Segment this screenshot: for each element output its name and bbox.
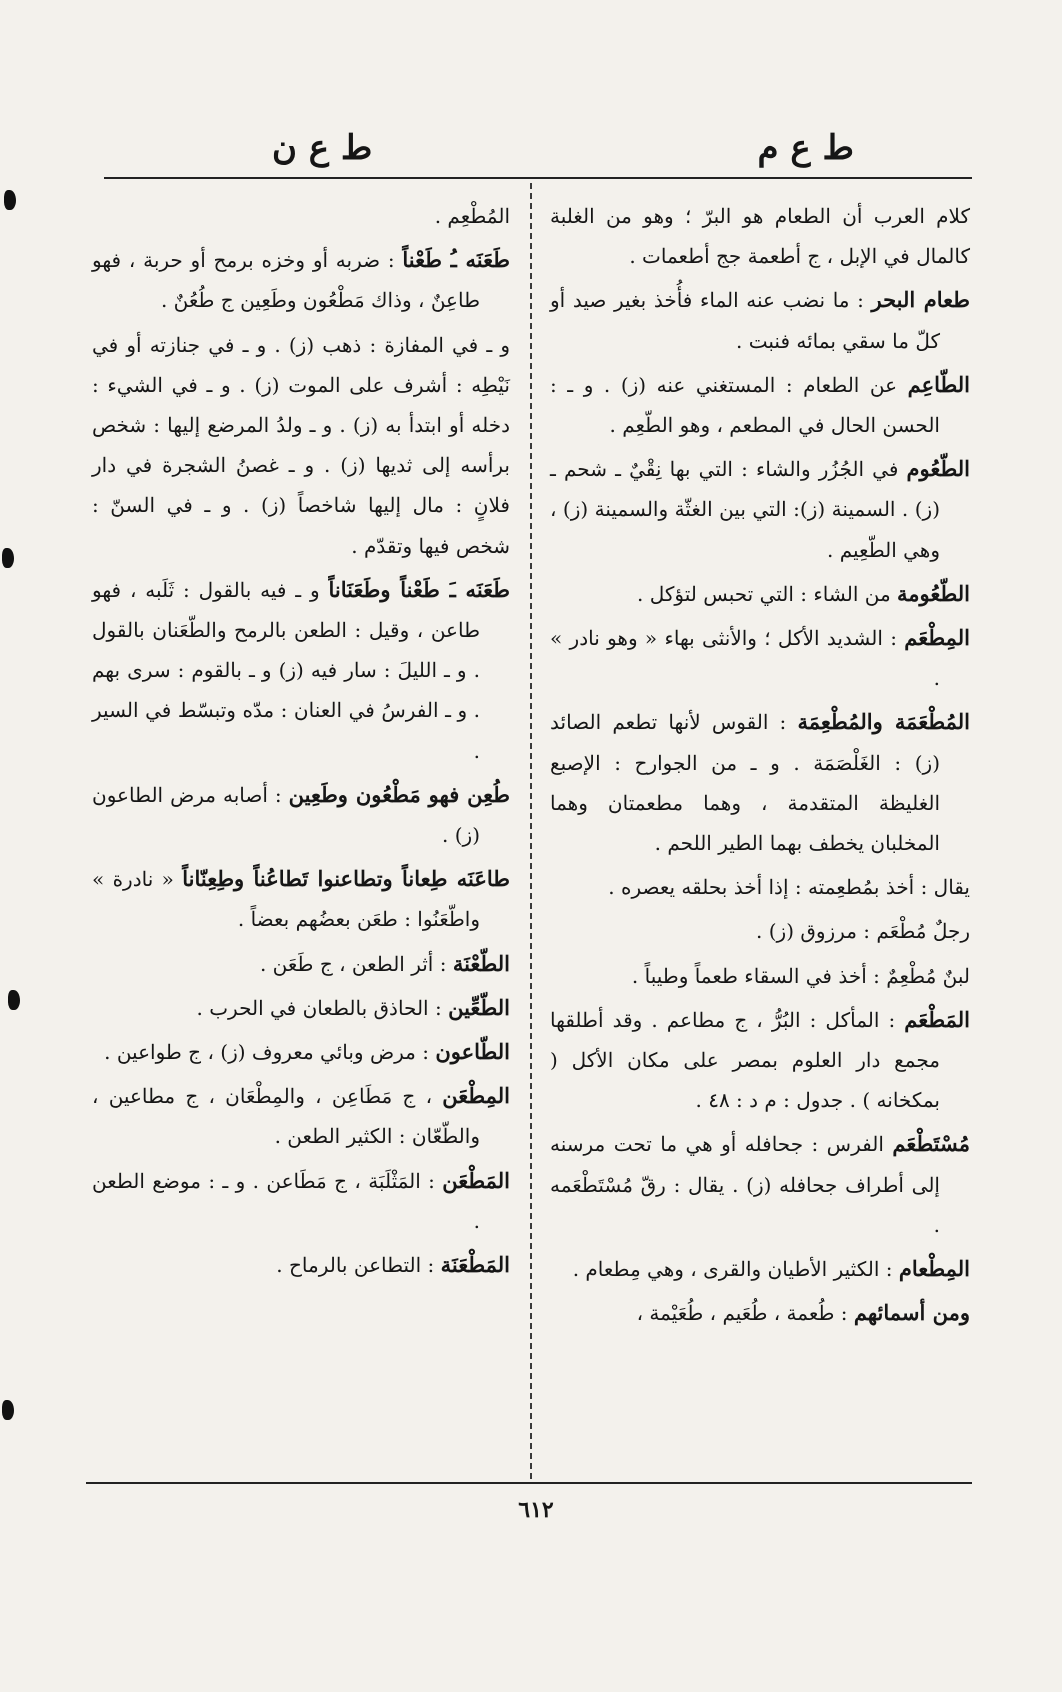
entry-definition: : الكثير الأطيان والقرى ، وهي مِطعام . xyxy=(572,1257,893,1282)
entry-definition: يقال : أخذ بمُطعِمته : إذا أخذ بحلقه يعصره . xyxy=(608,875,970,900)
entry-definition: من الشاء : التي تحبس لتؤكل . xyxy=(637,581,891,606)
right-column xyxy=(550,196,970,1337)
dictionary-entry xyxy=(550,365,970,445)
dictionary-entry xyxy=(550,618,970,698)
dictionary-entry xyxy=(92,944,510,984)
dictionary-entry xyxy=(550,1249,970,1289)
entry-headword: طعام البحر xyxy=(871,287,970,313)
dictionary-entry xyxy=(92,988,510,1028)
dictionary-entry xyxy=(92,240,510,320)
entry-headword: ومن أسمائهم xyxy=(853,1300,970,1326)
entry-headword: الطّعْنَة xyxy=(452,950,510,976)
entry-definition: لبنٌ مُطْعِمٌ : أخذ في السقاء طعماً وطيباً . xyxy=(631,963,970,988)
margin-mark xyxy=(8,990,20,1010)
entry-headword: المَطْعَم xyxy=(904,1006,971,1032)
dictionary-entry xyxy=(550,574,970,614)
entry-definition: : أصابه مرض الطاعون (ز) . xyxy=(92,782,480,848)
margin-mark xyxy=(4,190,16,210)
entry-definition: المُطْعِم . xyxy=(434,204,510,228)
entry-definition: : مرض وبائي معروف (ز) ، ج طواعين . xyxy=(104,1040,429,1065)
root-header-right: ط ع م xyxy=(757,128,854,168)
dictionary-entry xyxy=(92,775,510,855)
entry-headword: المِطْعام xyxy=(898,1256,970,1282)
entry-definition: كلام العرب أن الطعام هو البرّ ؛ وهو من الغلبة كالمال في الإبل ، ج أطعمة جج أطعمات . xyxy=(550,204,970,269)
margin-mark xyxy=(2,548,14,568)
entry-headword: طُعِن فهو مَطْعُون وطَعِين xyxy=(288,781,511,807)
dictionary-entry xyxy=(92,1245,510,1285)
entry-definition: « نادرة » واطّعَنُوا : طعَن بعضُهم بعضاً . xyxy=(92,867,480,932)
entry-headword: الطّعُومة xyxy=(897,580,970,606)
entry-headword: المِطْعَن xyxy=(442,1083,511,1109)
page-number: ٦١٢ xyxy=(518,1497,554,1523)
dictionary-entry xyxy=(550,956,970,996)
dictionary-entry xyxy=(92,570,510,771)
entry-headword: المُطْعَمَة والمُطْعِمَة xyxy=(797,709,970,735)
entry-definition: رجلٌ مُطْعَم : مرزوق (ز) . xyxy=(756,919,970,944)
entry-definition: في الجُزُر والشاء : التي بها نِقْيٌ ـ شحم ـ (ز) . السمينة (ز): التي بين الغثّة والسمينة (ز) ، وهي الطّعِيم . xyxy=(550,457,940,562)
entry-definition: ، ج مَطَاعِن ، والمِطْعَان ، ج مطاعين ، والطّعّان : الكثير الطعن . xyxy=(92,1084,480,1149)
entry-headword: المَطْعَن xyxy=(442,1167,511,1193)
entry-headword: المِطْعَم xyxy=(904,625,970,651)
dictionary-entry xyxy=(92,325,510,566)
margin-mark xyxy=(2,1400,14,1420)
dictionary-entry xyxy=(550,449,970,570)
entry-definition: الفرس : جحافله أو هي ما تحت مرسنه إلى أطراف جحافله (ز) . يقال : رقّ مُسْتَطْعَمه . xyxy=(550,1132,940,1237)
dictionary-entry xyxy=(92,859,510,939)
column-divider xyxy=(530,183,532,1479)
entry-definition: : المأكل : البُرُّ ، ج مطاعم . وقد أطلقها مجمع دار العلوم بمصر على مكان الأكل ( بمكخانه ) . جدول : م د : ٤٨ . xyxy=(550,1007,940,1113)
dictionary-entry xyxy=(550,196,970,276)
entry-definition: و ـ في المفازة : ذهب (ز) . و ـ في جنازته أو في نَيْطِه : أشرف على الموت (ز) . و ـ في الشيء : دخله أو ابتدأ به (ز) . و ـ ولدُ المرضع إليها : شخص برأسه إلى ثديها (ز) . و ـ غصنُ الشجرة في دار فلانٍ : مال إليها شاخصاً (ز) . و ـ في السنّ : شخص فيها وتقدّم . xyxy=(92,332,510,558)
header-rule xyxy=(104,177,972,179)
entry-definition: : الحاذق بالطعان في الحرب . xyxy=(196,995,442,1020)
dictionary-entry xyxy=(92,196,510,236)
entry-definition: : الشديد الأكل ؛ والأنثى بهاء « وهو نادر » . xyxy=(550,626,940,691)
entry-definition: : أثر الطعن ، ج طَعَن . xyxy=(259,951,447,976)
entry-headword: طَعَنَه ـُ طَعْناً xyxy=(402,247,510,273)
dictionary-entry xyxy=(550,702,970,863)
entry-headword: مُسْتَطْعَم xyxy=(892,1131,970,1157)
dictionary-entry xyxy=(92,1032,510,1072)
dictionary-entry xyxy=(92,1161,510,1241)
entry-definition: عن الطعام : المستغني عنه (ز) . و ـ : الحسن الحال في المطعم ، وهو الطّعِم . xyxy=(550,372,940,438)
left-column xyxy=(92,196,510,1289)
dictionary-entry xyxy=(550,911,970,951)
entry-headword: طاعَنَه طِعاناً وتطاعنوا تَطاعُناً وطِعِنّاناً xyxy=(182,866,511,892)
dictionary-entry xyxy=(550,1124,970,1245)
dictionary-entry xyxy=(550,1293,970,1333)
entry-definition: : القوس لأنها تطعم الصائد (ز) : الغَلْصَمَة . و ـ من الجوارح : الإصبع الغليظة المتقدمة ، وهما مطعمتان وهما المخلبان يخطف بهما الطير اللحم . xyxy=(550,710,940,856)
entry-definition: : ما نضب عنه الماء فأُخذ بغير صيد أو كلّ ما سقي بمائه فنبت . xyxy=(550,288,940,353)
entry-headword: الطّعُوم xyxy=(906,456,970,482)
entry-headword: المَطْعَنَة xyxy=(440,1252,510,1278)
entry-definition: : طُعمة ، طُعَيم ، طُعَيْمة ، xyxy=(636,1301,848,1326)
dictionary-entry xyxy=(550,1000,970,1121)
entry-headword: الطّعِّين xyxy=(448,994,510,1020)
entry-headword: الطّاعون xyxy=(435,1039,510,1065)
entry-definition: : ضربه أو وخزه برمح أو حربة ، فهو طاعِنٌ ، وذاك مَطْعُون وطَعِين ج طُعُنٌ . xyxy=(92,248,480,313)
entry-definition: : التطاعن بالرماح . xyxy=(276,1253,435,1278)
dictionary-entry xyxy=(550,280,970,360)
dictionary-entry xyxy=(92,1076,510,1156)
entry-headword: الطّاعِم xyxy=(907,371,971,397)
entry-headword: طَعَنَه ـَ طَعْناً وطَعَنَاناً xyxy=(328,576,510,602)
entry-definition: و ـ فيه بالقول : ثَلَبه ، فهو طاعن ، وقيل : الطعن بالرمح والطّعَنان بالقول . و ـ الليلَ : سار فيه (ز) و ـ بالقوم : سرى بهم . و ـ الفرسُ في العنان : مدّه وتبسّط في السير . xyxy=(92,577,480,763)
dictionary-entry xyxy=(550,867,970,907)
root-header-left: ط ع ن xyxy=(272,128,373,168)
footer-rule xyxy=(86,1482,972,1484)
entry-definition: : المَثْلَبَة ، ج مَطَاعن . و ـ : موضع الطعن . xyxy=(92,1168,480,1233)
